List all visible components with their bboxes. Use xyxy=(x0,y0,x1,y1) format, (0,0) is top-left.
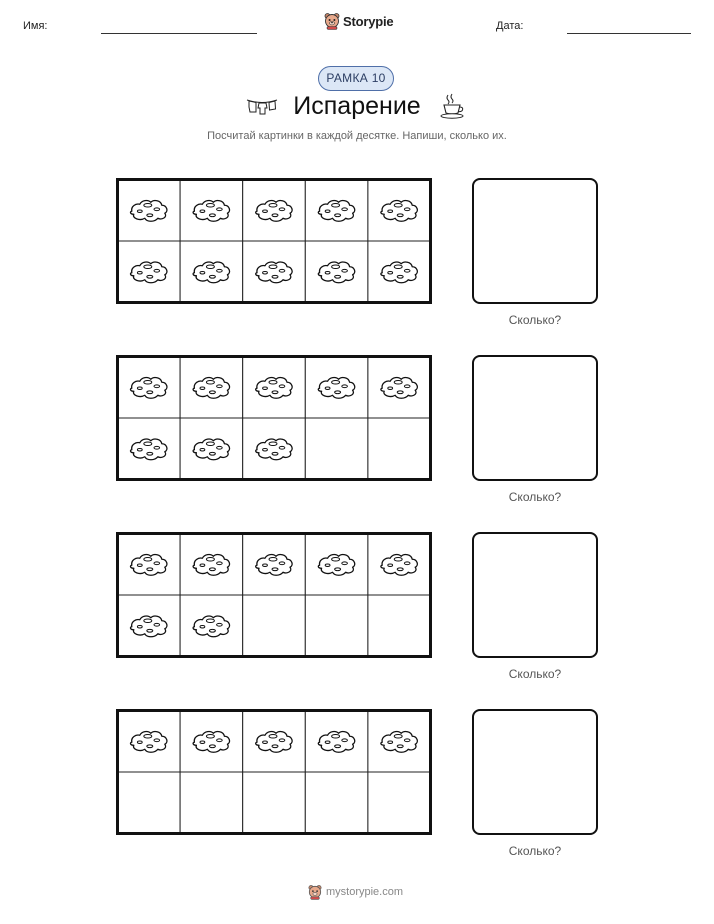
frame-cell xyxy=(180,772,243,834)
footer xyxy=(308,884,403,900)
name-label: Имя: xyxy=(23,20,48,32)
ten-frame-1 xyxy=(116,178,432,304)
frame-cell xyxy=(305,595,368,657)
answer-box-1[interactable] xyxy=(472,178,598,304)
answer-label-4: Сколько? xyxy=(508,844,562,858)
frame-cell xyxy=(305,418,368,480)
date-line[interactable] xyxy=(567,33,691,34)
frame-cell xyxy=(118,772,181,834)
page-title: Испарение xyxy=(293,92,421,120)
steaming-cup-icon xyxy=(438,92,466,120)
frame-type-badge: РАМКА 10 xyxy=(318,66,394,91)
footer-url: mystorypie.com xyxy=(326,886,404,898)
answer-box-4[interactable] xyxy=(472,709,598,835)
ten-frame-3 xyxy=(116,532,432,658)
frame-cell xyxy=(243,772,306,834)
brand-name: Storypie xyxy=(343,13,394,29)
answer-box-2[interactable] xyxy=(472,355,598,481)
answer-label-2: Сколько? xyxy=(508,490,562,504)
ten-frame-2 xyxy=(116,355,432,481)
bear-face-icon xyxy=(324,12,340,30)
bear-face-icon xyxy=(308,884,322,900)
name-line[interactable] xyxy=(101,33,257,34)
frame-cell xyxy=(243,595,306,657)
answer-label-1: Сколько? xyxy=(508,313,562,327)
answer-box-3[interactable] xyxy=(472,532,598,658)
date-label: Дата: xyxy=(496,20,524,32)
answer-label-3: Сколько? xyxy=(508,667,562,681)
frame-cell xyxy=(368,418,431,480)
frame-cell xyxy=(368,772,431,834)
brand-logo xyxy=(324,12,393,30)
ten-frame-4 xyxy=(116,709,432,835)
frame-cell xyxy=(368,595,431,657)
frame-cell xyxy=(305,772,368,834)
instructions: Посчитай картинки в каждой десятке. Напиши, сколько их. xyxy=(207,130,507,142)
